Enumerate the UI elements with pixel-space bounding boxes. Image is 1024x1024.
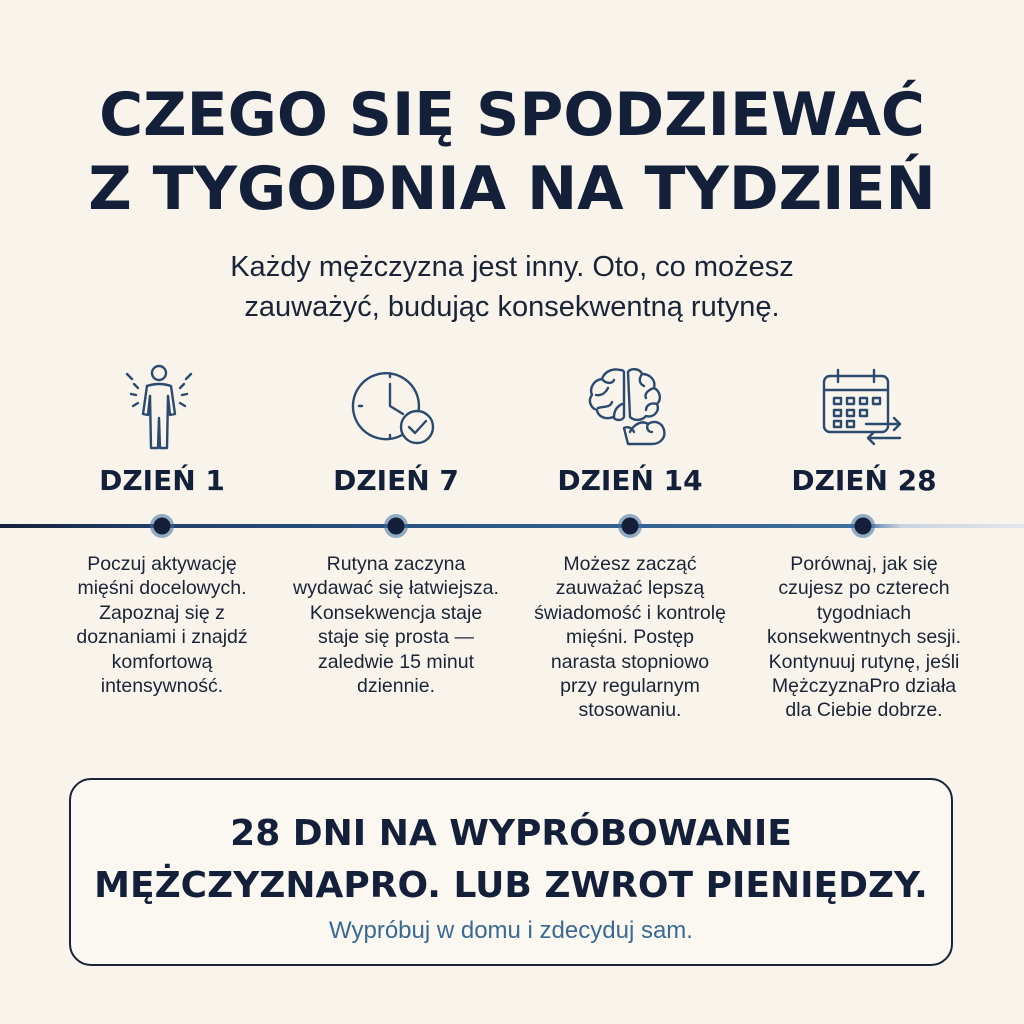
offer-title — [71, 808, 951, 912]
description-line: doznaniami i znajdź — [76, 626, 248, 649]
money-back-offer-box — [69, 778, 953, 966]
subtitle-line-2: zauważyć, budując konsekwentną rutynę. — [244, 291, 780, 323]
description-line: Poczuj aktywację — [87, 553, 237, 575]
timeline-node-day-14 — [618, 514, 642, 538]
timeline-track — [0, 512, 1024, 542]
description-line: staje się prosta — — [317, 626, 475, 649]
description-line: przy regularnym — [560, 675, 700, 698]
description-line: zauważać lepszą — [555, 577, 705, 600]
body-activation-icon — [114, 362, 204, 452]
timeline-node-day-7 — [384, 514, 408, 538]
description-line: Rutyna zaczyna — [326, 553, 466, 575]
milestone-description-day-1 — [52, 552, 272, 698]
milestone-label-day-7: DZIEŃ 7 — [333, 464, 459, 497]
timeline-node-day-28 — [851, 514, 875, 538]
milestone-description-day-14 — [520, 552, 740, 723]
offer-title-line-2: MĘŻCZYZNAPRO. LUB ZWROT PIENIĘDZY. — [94, 865, 928, 906]
offer-title-line-1: 28 DNI NA WYPRÓBOWANIE — [230, 813, 792, 854]
timeline-node-day-1 — [150, 514, 174, 538]
description-line: komfortową — [111, 650, 213, 673]
title-line-2: Z TYGODNIA NA TYDZIEŃ — [88, 154, 936, 224]
calendar-compare-icon — [816, 362, 906, 452]
brain-muscle-icon — [584, 362, 674, 452]
milestone-label-day-14: DZIEŃ 14 — [557, 464, 703, 497]
description-line: Zapoznaj się z — [99, 601, 225, 624]
description-line: konsekwentnych sesji. — [766, 626, 961, 649]
description-line: dziennie. — [356, 675, 436, 698]
description-line: Konsekwencja staje — [309, 601, 483, 624]
description-line: intensywność. — [100, 675, 224, 698]
milestone-label-day-28: DZIEŃ 28 — [791, 464, 937, 497]
description-line: wydawać się łatwiejsza. — [293, 577, 499, 600]
description-line: mięśni. Postęp — [566, 626, 694, 649]
description-line: narasta stopniowo — [550, 650, 710, 673]
description-line: mięśni docelowych. — [77, 577, 247, 600]
milestone-description-day-7 — [286, 552, 506, 698]
description-line: stosowaniu. — [578, 699, 682, 722]
description-line: Kontynuuj rutynę, jeśli — [768, 650, 960, 673]
page-subtitle — [0, 247, 1024, 327]
description-line: Porównaj, jak się — [790, 553, 938, 575]
milestone-label-day-1: DZIEŃ 1 — [99, 464, 225, 497]
description-line: zaledwie 15 minut — [317, 650, 475, 673]
description-line: Możesz zacząć — [563, 553, 697, 575]
offer-subtitle: Wypróbuj w domu i zdecyduj sam. — [329, 917, 693, 944]
description-line: czujesz po czterech — [778, 577, 950, 600]
milestone-description-day-28 — [754, 552, 974, 723]
description-line: MężczyznaPro działa — [771, 675, 957, 698]
description-line: świadomość i kontrolę — [534, 601, 726, 624]
description-line: tygodniach — [816, 601, 912, 624]
title-line-1: CZEGO SIĘ SPODZIEWAĆ — [99, 80, 925, 150]
description-line: dla Ciebie dobrze. — [785, 699, 943, 722]
subtitle-line-1: Każdy mężczyzna jest inny. Oto, co możesz — [230, 251, 794, 283]
page-title — [0, 78, 1024, 226]
clock-check-icon — [350, 362, 440, 452]
